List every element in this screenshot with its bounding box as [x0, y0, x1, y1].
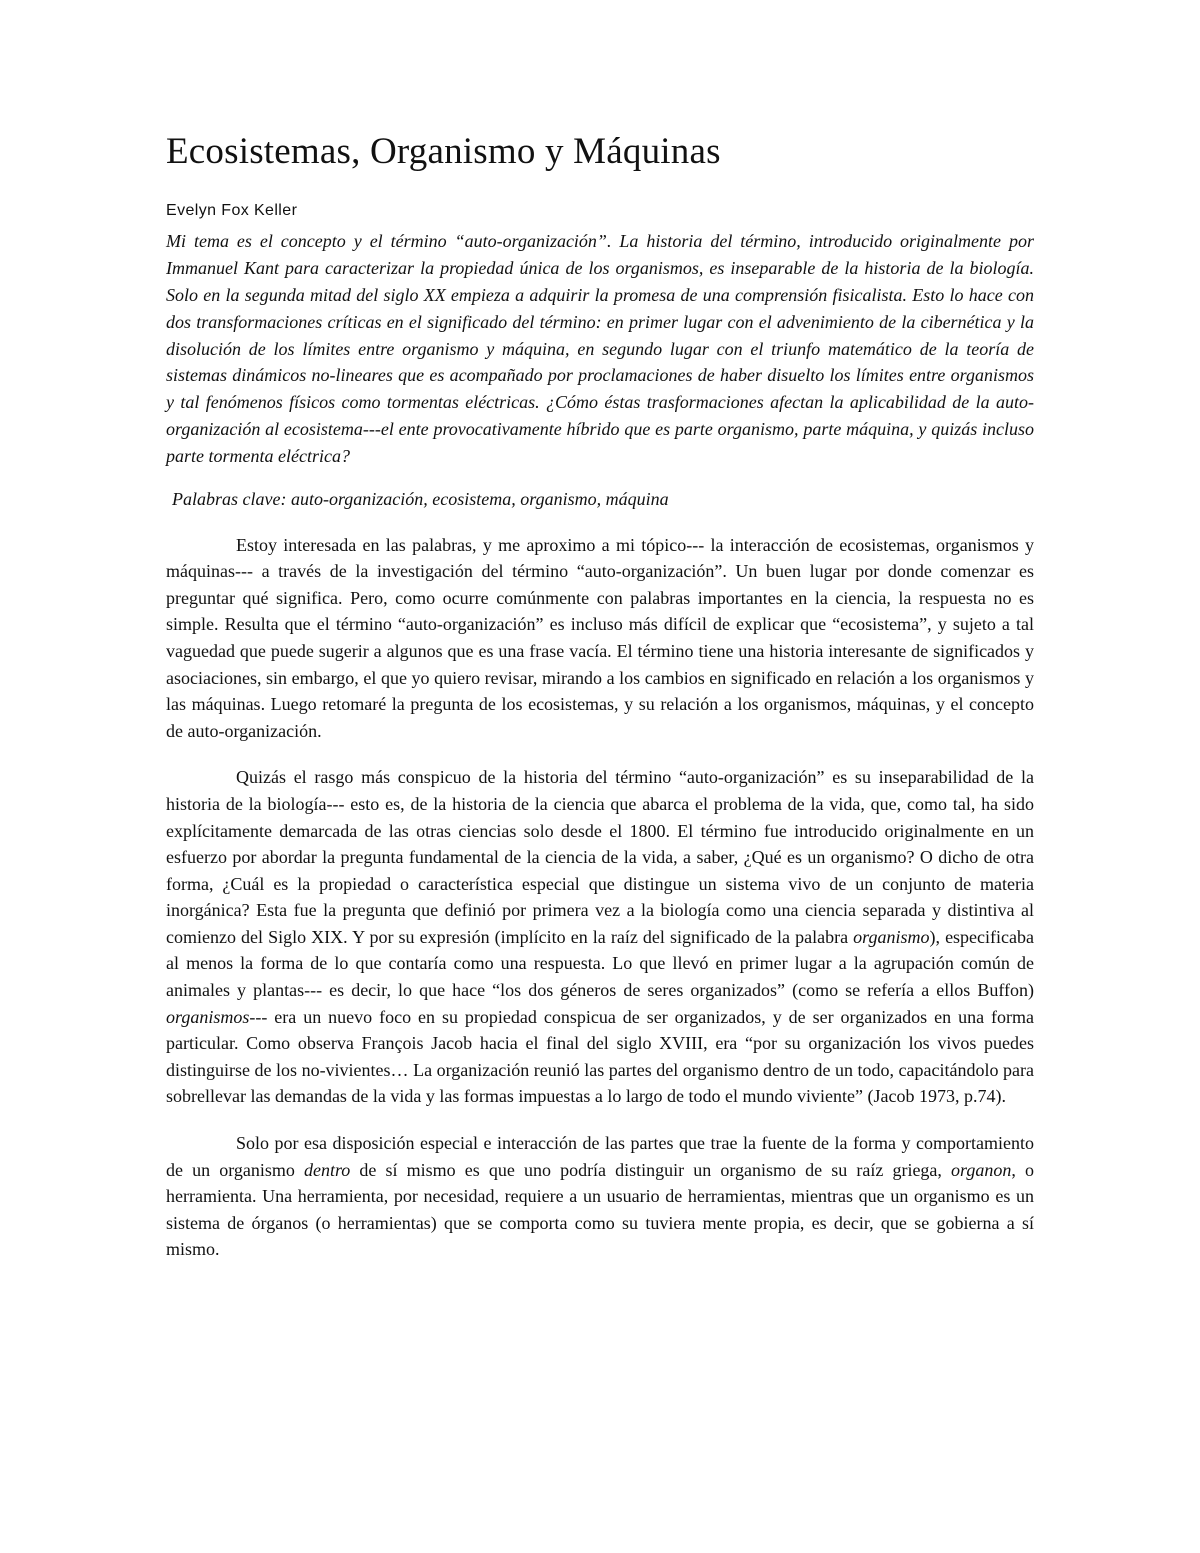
body-paragraph-1: Estoy interesada en las palabras, y me aproximo a mi tópico--- la interacción de ecosistemas, organismos y máquinas--- a través de la investigación del término “auto-organización”. Un buen lugar por donde comenzar es preguntar qué significa. Pero, como ocurre comúnmente con palabras importantes en la ciencia, la respuesta no es simple. Resulta que el término “auto-organización” es incluso más difícil de explicar que “ecosistema”, y sujeto a tal vaguedad que puede sugerir a algunos que es una frase vacía. El término tiene una historia interesante de significados y asociaciones, sin embargo, el que yo quiero revisar, mirando a los cambios en significado en relación a los organismos y las máquinas. Luego retomaré la pregunta de los ecosistemas, y su relación a los organismos, máquinas, y el concepto de auto-organización.	[166, 534, 1034, 741]
paragraph-text: Solo por esa disposición especial e interacción de las partes que trae la fuente de la forma y comportamiento de un organismo	[166, 1133, 1034, 1180]
paragraph-text: de sí mismo es que uno podría distinguir un organismo de su raíz griega,	[350, 1159, 952, 1180]
emphasis-text: dentro	[303, 1159, 351, 1180]
body-paragraph-2	[166, 764, 1034, 1110]
paragraph-text: Quizás el rasgo más conspicuo de la historia del término “auto-organización” es su inseparabilidad de la historia de la biología--- esto es, de la historia de la ciencia que abarca el problema de la vida, que, como tal, ha sido explícitamente demarcada de las otras ciencias solo desde el 1800. El término fue introducido originalmente en un esfuerzo por abordar la pregunta fundamental de la ciencia de la vida, a saber, ¿Qué es un organismo? O dicho de otra forma, ¿Cuál es la propiedad o característica especial que distingue un sistema vivo de un conjunto de materia inorgánica? Esta fue la pregunta que definió por primera vez a la biología como una ciencia separada y distintiva al comienzo del Siglo XIX. Y por su expresión (implícito en la raíz del significado de la palabra	[166, 767, 1034, 947]
emphasis-text: organismo	[853, 926, 930, 947]
paragraph-text: , o herramienta. Una herramienta, por necesidad, requiere a un usuario de herramientas, mientras que un organismo es un sistema de órganos (o herramientas) que se comporta como su tuviera mente propia, es decir, que se gobierna a sí mismo.	[166, 1159, 1034, 1260]
emphasis-text: organismos	[166, 1006, 250, 1027]
paragraph-text: ), especificaba al menos la forma de lo que contaría como una respuesta. Lo que llevó en primer lugar a la agrupación común de animales y plantas--- es decir, lo que hace “los dos géneros de seres organizados” (como se refería a ellos Buffon)	[166, 926, 1035, 1001]
keywords: Palabras clave: auto-organización, ecosistema, organismo, máquina	[172, 488, 669, 509]
author-name: Evelyn Fox Keller	[166, 202, 298, 220]
abstract: Mi tema es el concepto y el término “auto-organización”. La historia del término, introducido originalmente por Immanuel Kant para caracterizar la propiedad única de los organismos, es inseparable de la historia de la biología. Solo en la segunda mitad del siglo XX empieza a adquirir la promesa de una comprensión fisicalista. Esto lo hace con dos transformaciones críticas en el significado del término: en primer lugar con el advenimiento de la cibernética y la disolución de los límites entre organismo y máquina, en segundo lugar con el triunfo matemático de la teoría de sistemas dinámicos no-lineares que es acompañado por proclamaciones de haber disuelto los límites entre organismos y tal fenómenos físicos como tormentas eléctricas. ¿Cómo éstas trasformaciones afectan la aplicabilidad de la auto-organización al ecosistema---el ente provocativamente híbrido que es parte organismo, parte máquina, y quizás incluso parte tormenta eléctrica?	[166, 231, 1034, 466]
document-page	[166, 130, 1034, 1263]
body-paragraph-3	[166, 1130, 1034, 1263]
emphasis-text: organon	[951, 1159, 1012, 1180]
document-title: Ecosistemas, Organismo y Máquinas	[166, 131, 721, 172]
paragraph-text: --- era un nuevo foco en su propiedad conspicua de ser organizados, y de ser organizados en una forma particular. Como observa François Jacob hacia el final del siglo XVIII, era “por su organización los vivos puedes distinguirse de los no-vivientes… La organización reunió las partes del organismo dentro de un todo, capacitándolo para sobrellevar las demandas de la vida y las formas impuestas a lo largo de todo el mundo viviente” (Jacob 1973, p.74).	[166, 1006, 1034, 1107]
